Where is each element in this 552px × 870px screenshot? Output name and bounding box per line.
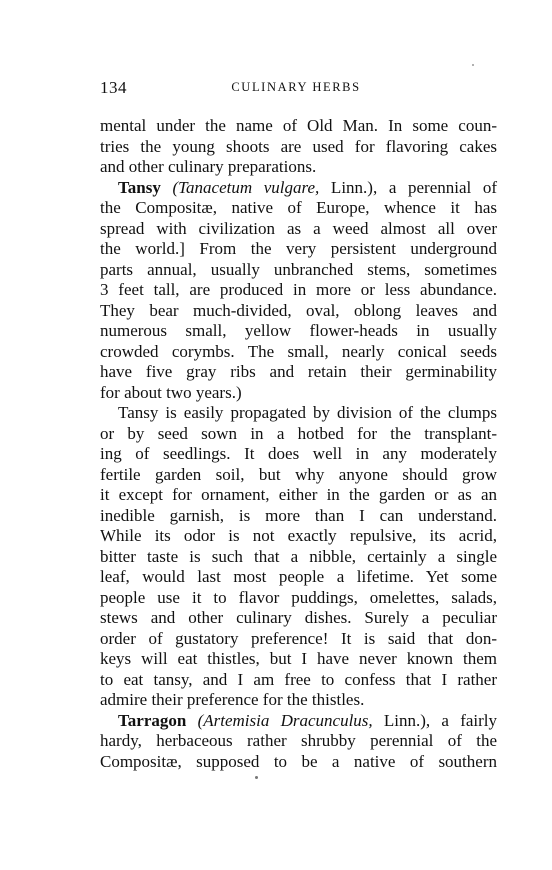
text-line: order of gustatory preference! It is said that don- — [100, 628, 497, 648]
text-line: have five gray ribs and retain their germinability — [100, 362, 497, 381]
text-line: the Compositæ, native of Europe, whence it has — [100, 198, 497, 217]
text-line: ing of seedlings. It does well in any moderately — [100, 444, 497, 463]
running-head: CULINARY HERBS — [231, 80, 361, 94]
entry-heading-line — [100, 711, 497, 732]
text-fragment: Linn.), a perennial of — [319, 177, 498, 197]
entry-heading-line — [100, 178, 497, 199]
text-line: spread with civilization as a weed almost all over — [100, 218, 497, 238]
text-line: Compositæ, supposed to be a native of southern — [100, 751, 497, 771]
latin-name: (Tanacetum vulgare, — [172, 177, 320, 197]
text-line: 3 feet tall, are produced in more or less abundance. — [100, 280, 497, 299]
text-line: or by seed sown in a hotbed for the transplant- — [100, 423, 497, 443]
latin-name: (Artemisia Dracunculus, — [197, 710, 373, 730]
text-line: and other culinary preparations. — [100, 157, 317, 176]
text-line: people use it to flavor puddings, omelettes, salads, — [100, 587, 497, 607]
text-line: Tansy is easily propagated by division of the clumps — [118, 403, 497, 422]
entry-term-tansy: Tansy — [118, 177, 161, 197]
text-line: hardy, herbaceous rather shrubby perennial of the — [100, 731, 497, 750]
body-text — [100, 116, 497, 772]
text-line: for about two years.) — [100, 382, 242, 402]
text-line: They bear much-divided, oval, oblong leaves and — [100, 300, 497, 320]
text-line: numerous small, yellow flower-heads in usually — [100, 321, 497, 340]
text-line: it except for ornament, either in the garden or as an — [100, 485, 497, 504]
text-line: the world.] From the very persistent underground — [100, 239, 497, 258]
text-line: keys will eat thistles, but I have never known them — [100, 649, 497, 668]
text-line: fertile garden soil, but why anyone should grow — [100, 464, 497, 484]
text-line: tries the young shoots are used for flavoring cakes — [100, 136, 497, 156]
paper-speck — [255, 776, 258, 779]
text-line: stews and other culinary dishes. Surely a peculiar — [100, 608, 497, 627]
paper-speck — [472, 64, 474, 66]
text-line: inedible garnish, is more than I can understand. — [100, 505, 497, 525]
text-line: leaf, would last most people a lifetime. Yet some — [100, 567, 497, 586]
text-line: to eat tansy, and I am free to confess that I rather — [100, 669, 497, 689]
text-line: crowded corymbs. The small, nearly conical seeds — [100, 341, 497, 361]
text-line: mental under the name of Old Man. In some coun- — [100, 116, 497, 135]
entry-term-tarragon: Tarragon — [118, 710, 187, 730]
text-line: admire their preference for the thistles. — [100, 690, 365, 709]
page-number: 134 — [100, 78, 127, 97]
text-line: While its odor is not exactly repulsive, its acrid, — [100, 526, 497, 545]
text-line: bitter taste is such that a nibble, certainly a single — [100, 546, 497, 566]
text-fragment: Linn.), a fairly — [372, 710, 498, 730]
text-line: parts annual, usually unbranched stems, sometimes — [100, 259, 497, 279]
